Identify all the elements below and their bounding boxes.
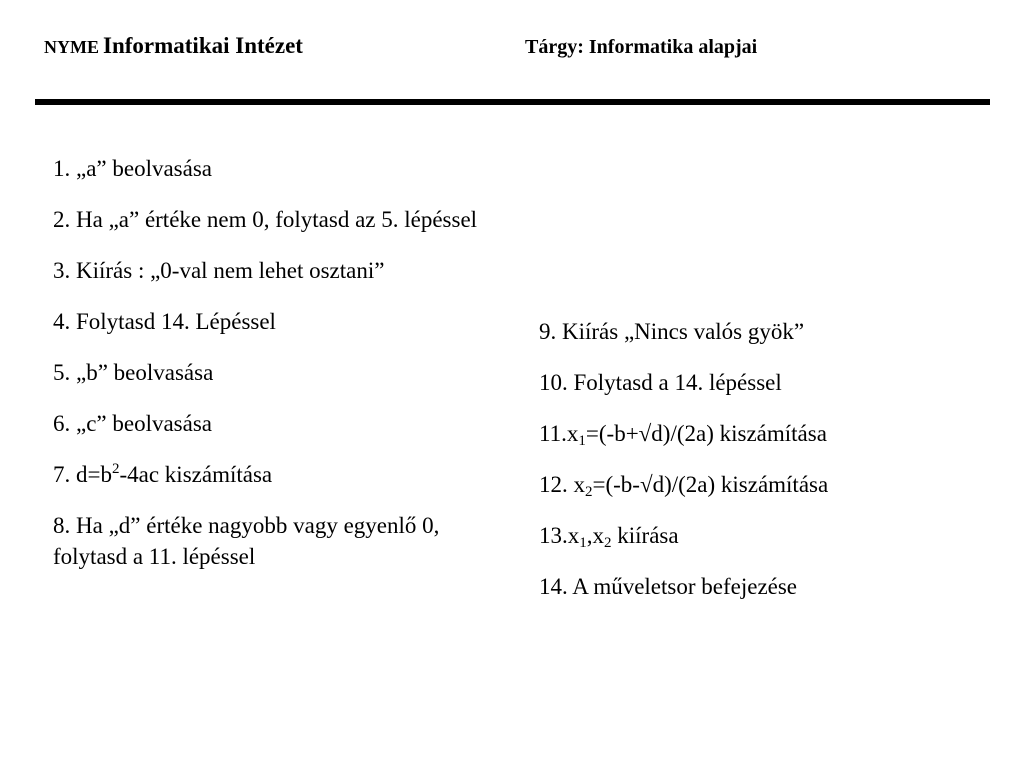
step-2: 2. Ha „a” értéke nem 0, folytasd az 5. lépéssel	[53, 207, 478, 232]
step-10: 10. Folytasd a 14. lépéssel	[539, 370, 782, 395]
step-3: 3. Kiírás : „0-val nem lehet osztani”	[53, 258, 385, 283]
step-12: 12. $x_2=(-b-√d)/(2a)$ kiszámítása	[539, 472, 829, 500]
org-abbreviation: NYME	[44, 37, 99, 57]
header-divider	[35, 99, 990, 105]
step-6: 6. „c” beolvasása	[53, 411, 213, 436]
step-7: 7. $d=b^2-4ac$ kiszámítása	[53, 461, 273, 487]
step-8: 8. Ha „d” értéke nagyobb vagy egyenlő 0, folytasd a 11. lépéssel	[53, 513, 440, 569]
step-1: 1. „a” beolvasása	[53, 156, 213, 181]
institute-title	[44, 33, 303, 59]
steps-list-right	[539, 316, 1009, 622]
step-9: 9. Kiírás „Nincs valós gyök”	[539, 319, 805, 344]
step-4: 4. Folytasd 14. Lépéssel	[53, 309, 276, 334]
steps-list-left	[53, 153, 493, 592]
org-name: Informatikai Intézet	[103, 33, 303, 58]
subject-title: Tárgy: Informatika alapjai	[525, 36, 758, 58]
step-5: 5. „b” beolvasása	[53, 360, 214, 385]
step-13: $13.x_1,x_2$ kiírása	[539, 523, 679, 551]
step-14: 14. A műveletsor befejezése	[539, 574, 798, 599]
step-11: $11.x_1=(-b+√d)/(2a)$ kiszámítása	[539, 421, 827, 449]
